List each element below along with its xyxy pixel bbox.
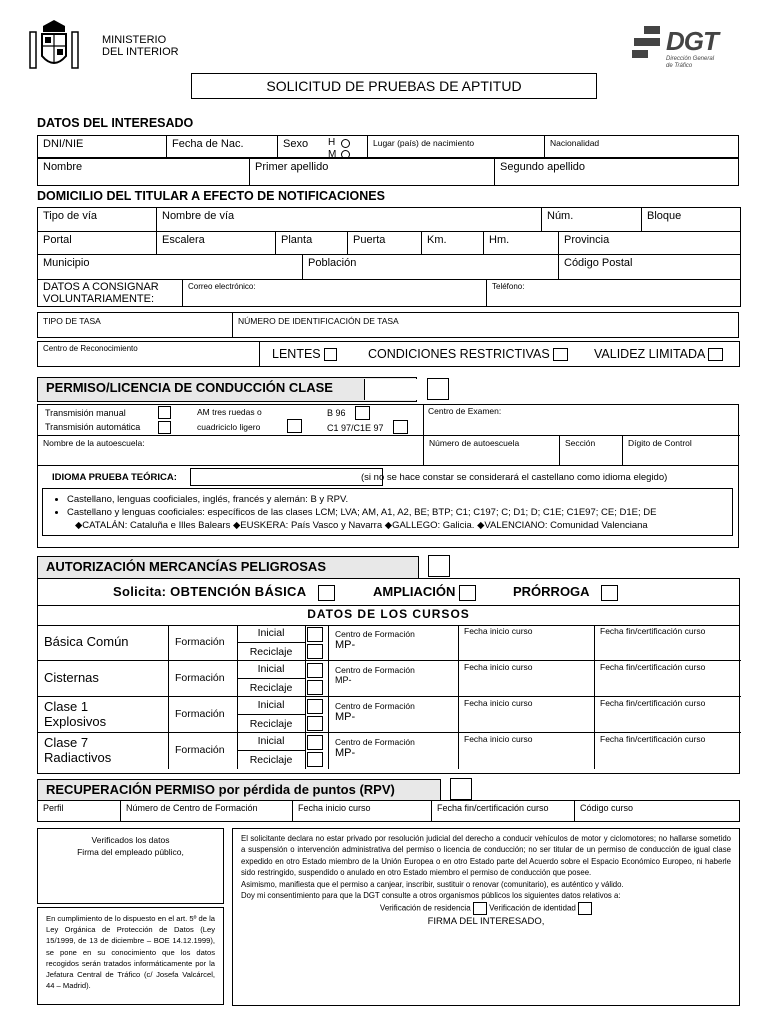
checkbox-lentes[interactable] xyxy=(324,348,337,361)
declaracion-box xyxy=(232,828,740,1006)
checkbox-trans-manual[interactable] xyxy=(158,406,171,419)
verificados-box[interactable] xyxy=(37,828,224,904)
asimismo-text: Asimismo, manifiesta que el permiso a canjear, inscribir, sustituir o renovar (comunitario), es auténtico y válido. xyxy=(241,879,624,889)
label-am-1: AM tres ruedas o xyxy=(197,407,262,417)
section-title-interesado: DATOS DEL INTERESADO xyxy=(37,116,194,130)
field-fecha-inicio[interactable]: Fecha inicio curso xyxy=(464,734,533,744)
field-correo[interactable]: Correo electrónico: xyxy=(183,280,487,306)
sexo-h-radio[interactable] xyxy=(341,139,350,148)
idioma-box xyxy=(37,466,739,548)
dgt-logo xyxy=(630,24,740,72)
checkbox-c1[interactable] xyxy=(393,420,408,434)
verificados-line2: Firma del empleado público, xyxy=(77,847,184,857)
dgt-sub-line1: Dirección General xyxy=(666,56,715,62)
field-numero-tasa[interactable]: NÚMERO DE IDENTIFICACIÓN DE TASA xyxy=(238,316,399,326)
field-fecha-inicio[interactable]: Fecha inicio curso xyxy=(464,698,533,708)
idioma-note: (si no se hace constar se considerará el castellano como idioma elegido) xyxy=(361,472,668,483)
field-sexo: Sexo H M xyxy=(278,136,368,158)
checkbox-b96[interactable] xyxy=(355,406,370,420)
lopd-box xyxy=(37,907,224,1005)
label-trans-manual: Transmisión manual xyxy=(45,408,126,418)
mercancias-box xyxy=(37,578,740,774)
checkbox-reciclaje[interactable] xyxy=(307,680,323,695)
field-fecha-fin[interactable]: Fecha fin/certificación curso xyxy=(600,626,706,636)
field-fecha-inicio[interactable]: Fecha inicio curso xyxy=(464,626,533,636)
field-bloque[interactable]: Bloque xyxy=(647,210,682,222)
label-ampliacion: AMPLIACIÓN xyxy=(373,584,456,599)
field-primer-apellido[interactable]: Primer apellido xyxy=(250,159,495,186)
label-voluntario: DATOS A CONSIGNAR VOLUNTARIAMENTE: xyxy=(38,280,183,306)
checkbox-ver-identidad[interactable] xyxy=(578,902,592,915)
field-num-centro-formacion[interactable]: Número de Centro de Formación xyxy=(121,801,293,821)
firma-interesado[interactable]: FIRMA DEL INTERESADO, xyxy=(427,916,545,928)
field-fecha-inicio[interactable]: Fecha inicio curso xyxy=(464,662,533,672)
lang-item-2: • Castellano y lenguas cooficiales: específicos de las clases LCM; LVA; AM, A1, A2, BE; BTP; C1; C197; C; D1; D; C1E; C1E97; CE; D1E; DE xyxy=(67,506,732,519)
field-nombre[interactable]: Nombre xyxy=(38,159,250,186)
field-puerta[interactable]: Puerta xyxy=(348,232,422,255)
field-telefono[interactable]: Teléfono: xyxy=(492,282,525,291)
field-km[interactable]: Km. xyxy=(422,232,484,255)
curso-row xyxy=(38,661,741,697)
curso-name: Cisternas xyxy=(44,670,99,685)
checkbox-reciclaje[interactable] xyxy=(307,716,323,731)
section-title-domicilio: DOMICILIO DEL TITULAR A EFECTO DE NOTIFICACIONES xyxy=(37,189,385,203)
checkbox-am[interactable] xyxy=(287,419,302,433)
checkbox-validez[interactable] xyxy=(708,348,723,361)
dgt-sub-line2: de Tráfico xyxy=(666,63,693,69)
cursos-title: DATOS DE LOS CURSOS xyxy=(307,607,470,621)
field-perfil[interactable]: Perfil xyxy=(38,801,121,821)
label-b96: B 96 xyxy=(327,408,346,418)
field-centro-formacion[interactable]: Centro de Formación MP- xyxy=(335,629,415,651)
field-centro-reconocimiento[interactable]: Centro de Reconocimiento xyxy=(38,342,260,366)
checkbox-reciclaje[interactable] xyxy=(307,752,323,767)
curso-row xyxy=(38,697,741,733)
field-centro-formacion[interactable]: Centro de Formación MP- xyxy=(335,701,415,723)
checkbox-ampliacion[interactable] xyxy=(459,585,476,601)
curso-name: Básica Común xyxy=(44,634,129,649)
domicilio-box xyxy=(37,207,741,307)
form-title: SOLICITUD DE PRUEBAS DE APTITUD xyxy=(191,73,597,99)
field-rpv-fecha-fin[interactable]: Fecha fin/certificación curso xyxy=(432,801,575,821)
field-portal[interactable]: Portal xyxy=(38,232,157,255)
field-lugar-nacimiento[interactable]: Lugar (país) de nacimiento xyxy=(368,136,545,158)
lang-item-3: ◆CATALÁN: Cataluña e Illes Balears ◆EUSKERA: País Vasco y Navarra ◆GALLEGO: Galicia. ◆VALENCIANO: Comunidad Valenciana xyxy=(75,520,648,531)
label-reciclaje: Reciclaje xyxy=(249,682,293,694)
field-digito-control[interactable]: Dígito de Control xyxy=(628,438,692,448)
reconocimiento-box xyxy=(37,341,740,367)
checkbox-inicial[interactable] xyxy=(307,663,323,678)
field-provincia[interactable]: Provincia xyxy=(564,234,610,246)
label-formacion: Formación xyxy=(175,636,225,648)
checkbox-ver-residencia[interactable] xyxy=(473,902,487,915)
field-rpv-fecha-inicio[interactable]: Fecha inicio curso xyxy=(293,801,432,821)
label-formacion: Formación xyxy=(175,672,225,684)
checkbox-condiciones[interactable] xyxy=(553,348,568,361)
label-condiciones: CONDICIONES RESTRICTIVAS xyxy=(368,347,550,361)
label-obtencion: Solicita: OBTENCIÓN BÁSICA xyxy=(113,584,306,599)
permiso-box xyxy=(37,404,739,466)
checkbox-reciclaje[interactable] xyxy=(307,644,323,659)
field-escalera[interactable]: Escalera xyxy=(157,232,276,255)
cursos-table xyxy=(38,625,741,773)
section-header-rpv: RECUPERACIÓN PERMISO por pérdida de puntos (RPV) xyxy=(37,779,441,801)
label-validez: VALIDEZ LIMITADA xyxy=(594,347,705,361)
idioma-list xyxy=(42,488,733,536)
verificados-line1: Verificados los datos xyxy=(91,835,170,845)
ministry-name-line1: MINISTERIO xyxy=(102,34,167,46)
field-tipo-tasa[interactable]: TIPO DE TASA xyxy=(38,313,233,337)
field-segundo-apellido[interactable]: Segundo apellido xyxy=(500,161,586,173)
field-municipio[interactable]: Municipio xyxy=(38,255,303,280)
checkbox-inicial[interactable] xyxy=(307,699,323,714)
field-centro-examen[interactable]: Centro de Examen: xyxy=(424,405,740,436)
checkbox-trans-auto[interactable] xyxy=(158,421,171,434)
field-centro-formacion[interactable]: Centro de Formación MP- xyxy=(335,665,415,685)
coat-of-arms-logo xyxy=(26,18,82,74)
checkbox-inicial[interactable] xyxy=(307,627,323,642)
label-inicial: Inicial xyxy=(257,735,285,747)
field-autoescuela[interactable]: Nombre de la autoescuela: xyxy=(38,436,424,465)
ministry-name-line2: DEL INTERIOR xyxy=(102,46,179,58)
field-fecha-nac[interactable]: Fecha de Nac. xyxy=(167,136,278,158)
field-hm[interactable]: Hm. xyxy=(484,232,559,255)
label-am-2: cuadriciclo ligero xyxy=(197,422,261,432)
input-idioma[interactable] xyxy=(190,468,383,486)
tasa-box xyxy=(37,312,739,338)
label-ver-identidad: Verificación de identidad xyxy=(489,904,576,914)
lopd-text: En cumplimiento de lo dispuesto en el art. 5º de la Ley Orgánica de Protección de Datos (Ley 15/1999, de 13 de diciembre – BOE 14.12.1999), se pone en su conocimiento que los datos recogidos serán tratados informáticamente por la Jefatura Central de Tráfico (c/ Josefa Valcárcel, 44 – Madrid). xyxy=(46,914,215,991)
field-num-autoescuela[interactable]: Número de autoescuela xyxy=(424,436,560,465)
label-formacion: Formación xyxy=(175,708,225,720)
field-fecha-fin[interactable]: Fecha fin/certificación curso xyxy=(600,662,706,672)
field-num[interactable]: Núm. xyxy=(542,208,642,232)
label-prorroga: PRÓRROGA xyxy=(513,584,590,599)
checkbox-inicial[interactable] xyxy=(307,735,323,750)
section-header-permiso: PERMISO/LICENCIA DE CONDUCCIÓN CLASE xyxy=(37,377,417,402)
curso-row xyxy=(38,733,741,769)
label-c1: C1 97/C1E 97 xyxy=(327,423,384,433)
label-inicial: Inicial xyxy=(257,699,285,711)
label-lentes: LENTES xyxy=(272,347,321,361)
field-fecha-fin[interactable]: Fecha fin/certificación curso xyxy=(600,734,706,744)
field-seccion[interactable]: Sección xyxy=(560,436,623,465)
field-poblacion[interactable]: Población xyxy=(303,255,559,280)
label-reciclaje: Reciclaje xyxy=(249,718,293,730)
checkbox-prorroga[interactable] xyxy=(601,585,618,601)
field-dni[interactable]: DNI/NIE xyxy=(38,136,167,158)
label-inicial: Inicial xyxy=(257,663,285,675)
label-trans-auto: Transmisión automática xyxy=(45,422,141,432)
label-ver-residencia: Verificación de residencia xyxy=(379,904,471,914)
input-clase[interactable] xyxy=(364,379,417,400)
checkbox-obtencion[interactable] xyxy=(318,585,335,601)
declaracion-text: El solicitante declara no estar privado por resolución judicial del derecho a conducir vehículos de motor y ciclomotores; no hallarse sometido a suspensión o intervención administrativa del permiso o licencia de conducción; no ser titular de un permiso de conducción de igual clase expedido en otro Estado miembro de la Unión Europea o en otro Estado parte del Acuerdo sobre el Espacio Económico Europeo, ni haberle sido restringido, suspendido o anulado en otro Estado miembro el permiso de conducción que posee. xyxy=(241,834,731,878)
field-centro-formacion[interactable]: Centro de Formación MP- xyxy=(335,737,415,759)
label-formacion: Formación xyxy=(175,744,225,756)
curso-name: Clase 7 Radiactivos xyxy=(44,735,112,765)
label-reciclaje: Reciclaje xyxy=(249,646,293,658)
consentimiento-text: Doy mi consentimiento para que la DGT consulte a otros organismos públicos los siguientes datos relativos a: xyxy=(241,891,621,901)
field-codigo-postal[interactable]: Código Postal xyxy=(564,257,633,269)
lang-item-1: • Castellano, lenguas cooficiales, inglés, francés y alemán: B y RPV. xyxy=(67,493,732,506)
label-inicial: Inicial xyxy=(257,627,285,639)
checkbox-rpv[interactable] xyxy=(450,778,472,800)
interesado-box xyxy=(37,135,739,186)
curso-row xyxy=(38,625,741,661)
field-nombre-via[interactable]: Nombre de vía xyxy=(157,208,542,232)
curso-name: Clase 1 Explosivos xyxy=(44,699,107,729)
field-codigo-curso[interactable]: Código curso xyxy=(580,803,634,813)
section-header-mercancias: AUTORIZACIÓN MERCANCÍAS PELIGROSAS xyxy=(37,556,419,579)
rpv-box xyxy=(37,800,740,822)
label-reciclaje: Reciclaje xyxy=(249,754,293,766)
field-nacionalidad[interactable]: Nacionalidad xyxy=(550,138,600,148)
checkbox-mercancias[interactable] xyxy=(428,555,450,577)
dgt-logo-text: DGT xyxy=(666,26,718,56)
field-tipo-via[interactable]: Tipo de vía xyxy=(38,208,157,232)
label-idioma: IDIOMA PRUEBA TEÓRICA: xyxy=(52,472,177,483)
checkbox-permiso[interactable] xyxy=(427,378,449,400)
field-planta[interactable]: Planta xyxy=(276,232,348,255)
field-fecha-fin[interactable]: Fecha fin/certificación curso xyxy=(600,698,706,708)
